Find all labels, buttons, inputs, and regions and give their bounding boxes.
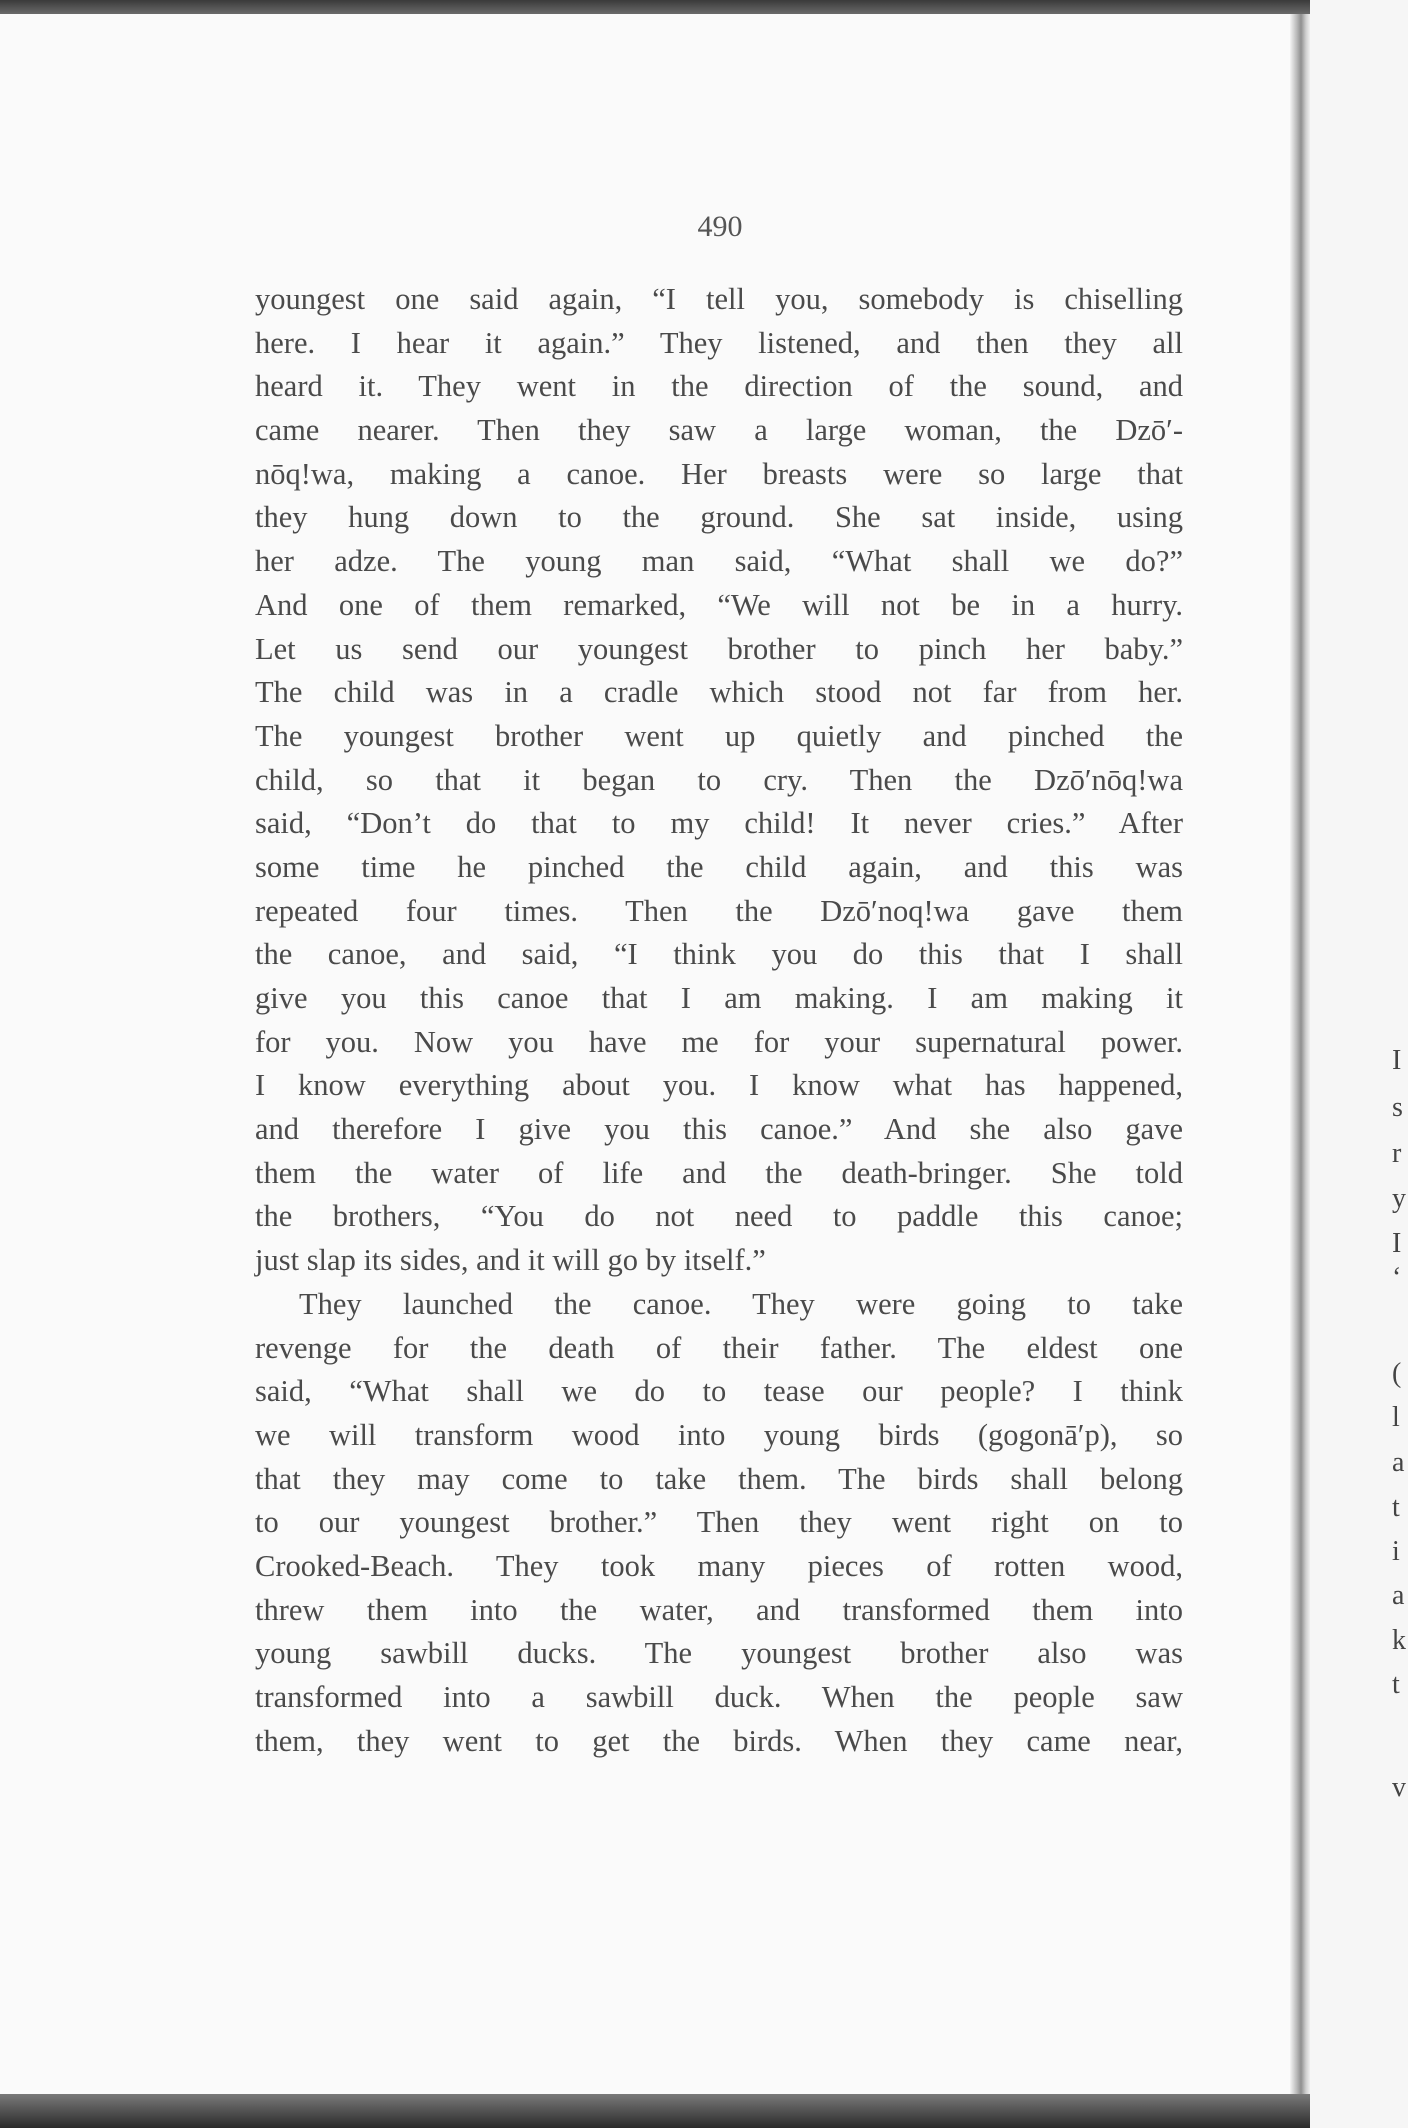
text-line: that they may come to take them. The birds shall belong: [255, 1461, 1183, 1496]
text-line: and therefore I give you this canoe.” And she also gave: [255, 1112, 1183, 1147]
next-page-fragment: [1392, 0, 1408, 2128]
text-line: threw them into the water, and transformed them into: [255, 1592, 1183, 1627]
text-line: young sawbill ducks. The youngest brother also was: [255, 1636, 1183, 1671]
fragment-letter: ‘: [1392, 1262, 1402, 1293]
book-gutter: [1290, 14, 1310, 2094]
scan-bottom-border: [0, 2094, 1310, 2128]
text-line: And one of them remarked, “We will not be in a hurry.: [255, 587, 1183, 622]
fragment-letter: I: [1392, 1045, 1402, 1076]
text-line: here. I hear it again.” They listened, and then they all: [255, 325, 1183, 360]
text-line: some time he pinched the child again, and this was: [255, 849, 1183, 884]
page-number: 490: [697, 210, 743, 243]
scan-top-border: [0, 0, 1408, 14]
fragment-letter: k: [1392, 1625, 1406, 1656]
text-line: we will transform wood into young birds (gogonā′p), so: [255, 1417, 1183, 1452]
fragment-letter: a: [1392, 1580, 1405, 1611]
text-line: the canoe, and said, “I think you do this that I shall: [255, 937, 1183, 972]
text-line: The youngest brother went up quietly and pinched the: [255, 718, 1183, 753]
text-line: the brothers, “You do not need to paddle this canoe;: [255, 1199, 1183, 1234]
fragment-letter: i: [1392, 1536, 1400, 1567]
text-line: came nearer. Then they saw a large woman, the Dzō′-: [255, 413, 1183, 448]
fragment-letter: a: [1392, 1447, 1405, 1478]
text-line: them the water of life and the death-bringer. She told: [255, 1155, 1183, 1190]
text-line: her adze. The young man said, “What shall we do?”: [255, 544, 1183, 579]
text-line: to our youngest brother.” Then they went right on to: [255, 1505, 1183, 1540]
text-line: said, “Don’t do that to my child! It never cries.” After: [255, 806, 1183, 841]
text-line: for you. Now you have me for your supernatural power.: [255, 1024, 1183, 1059]
text-line: they hung down to the ground. She sat inside, using: [255, 500, 1183, 535]
text-line: repeated four times. Then the Dzō′noq!wa gave them: [255, 893, 1183, 928]
text-line: I know everything about you. I know what has happened,: [255, 1068, 1183, 1103]
text-line: Let us send our youngest brother to pinch her baby.”: [255, 631, 1183, 666]
text-line: heard it. They went in the direction of the sound, and: [255, 369, 1183, 404]
fragment-letter: v: [1392, 1772, 1406, 1803]
fragment-letter: s: [1392, 1092, 1403, 1123]
fragment-letter: (: [1392, 1358, 1402, 1389]
text-line: just slap its sides, and it will go by itself.”: [255, 1243, 766, 1278]
text-line: nōq!wa, making a canoe. Her breasts were so large that: [255, 456, 1183, 491]
text-line: them, they went to get the birds. When they came near,: [255, 1723, 1183, 1758]
text-line: They launched the canoe. They were going to take: [299, 1286, 1183, 1321]
text-line: youngest one said again, “I tell you, somebody is chiselling: [255, 282, 1183, 316]
fragment-letter: r: [1392, 1138, 1402, 1169]
text-line: The child was in a cradle which stood not far from her.: [255, 675, 1183, 710]
fragment-letter: t: [1392, 1669, 1400, 1700]
text-line: Crooked-Beach. They took many pieces of rotten wood,: [255, 1548, 1183, 1583]
text-line: child, so that it began to cry. Then the Dzō′nōq!wa: [255, 762, 1183, 797]
fragment-letter: y: [1392, 1183, 1406, 1214]
fragment-letter: I: [1392, 1228, 1402, 1259]
text-line: transformed into a sawbill duck. When the people saw: [255, 1680, 1183, 1714]
body-text: [255, 278, 1183, 1763]
fragment-letter: l: [1392, 1402, 1400, 1433]
fragment-letter: t: [1392, 1492, 1400, 1523]
text-line: revenge for the death of their father. The eldest one: [255, 1330, 1183, 1365]
text-line: give you this canoe that I am making. I am making it: [255, 981, 1183, 1015]
text-line: said, “What shall we do to tease our people? I think: [255, 1374, 1183, 1409]
